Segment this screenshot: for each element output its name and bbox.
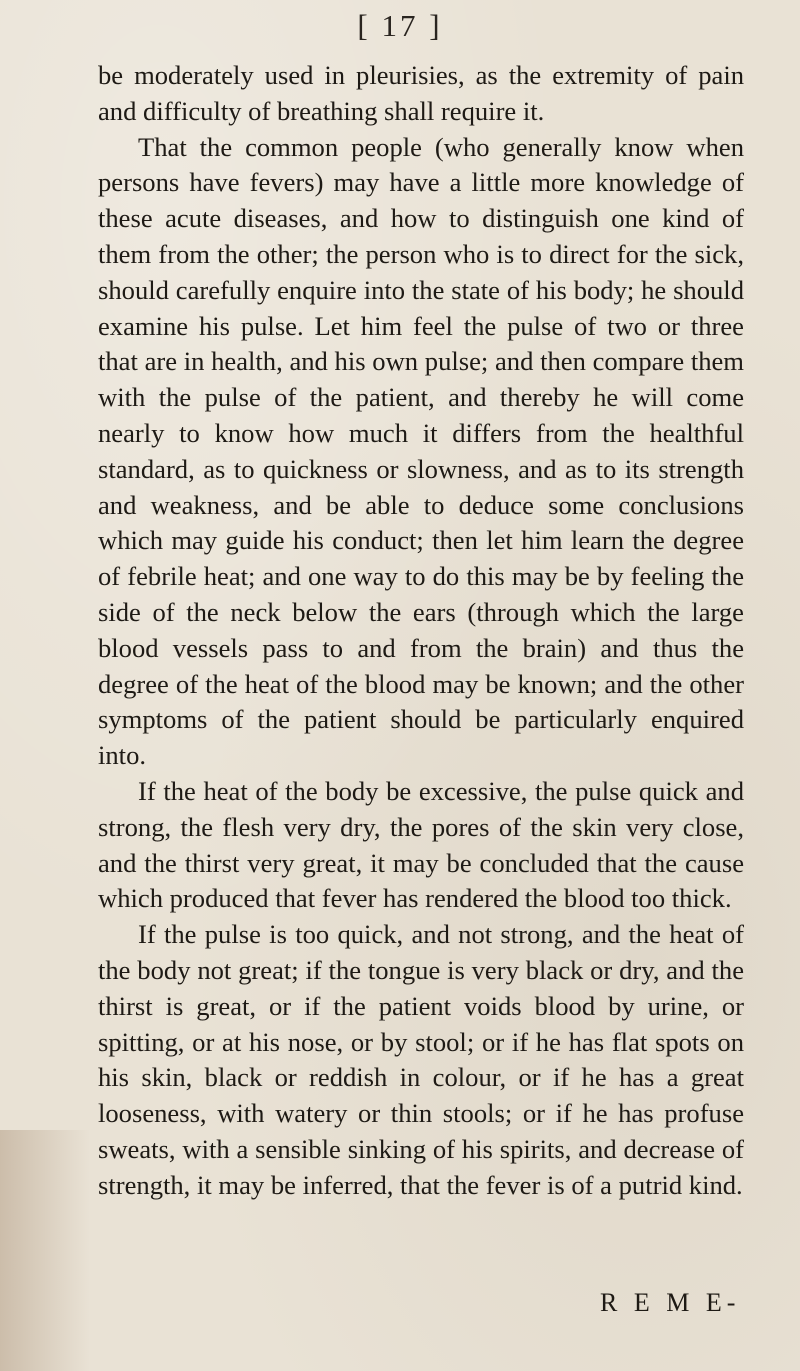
paragraph: be moderately used in pleurisies, as the extremity of pain and difficulty of breathing shall require it. (98, 60, 744, 126)
paragraph: That the common people (who generally know when persons have fevers) may have a little more knowledge of these acute diseases, and how to distinguish one kind of them from the other; the person who is to direct for the sick, should carefully enquire into the state of his body; he should examine his pulse. Let him feel the pulse of two or three that are in health, and his own pulse; and then compare them with the pulse of the patient, and thereby he will come nearly to know how much it differs from the healthful standard, as to quickness or slowness, and as to its strength and weakness, and be able to deduce some conclusions which may guide his conduct; then let him learn the degree of febrile heat; and one way to do this may be by feeling the side of the neck below the ears (through which the large blood vessels pass to and from the brain) and thus the degree of the heat of the blood may be known; and the other symptoms of the patient should be particularly enquired into. (98, 131, 744, 771)
page-stain (0, 1130, 90, 1371)
paragraph: If the heat of the body be excessive, the pulse quick and strong, the flesh very dry, the pores of the skin very close, and the thirst very great, it may be concluded that the cause which produced that fever has rendered the blood too thick. (98, 775, 744, 914)
page-number: [ 17 ] (357, 8, 443, 43)
body-text (98, 58, 744, 1204)
paragraph: If the pulse is too quick, and not strong, and the heat of the body not great; if the tongue is very black or dry, and the thirst is great, or if the patient voids blood by urine, or spitting, or at his nose, or by stool; or if he has flat spots on his skin, black or reddish in colour, or if he has a great looseness, with watery or thin stools; or if he has profuse sweats, with a sensible sinking of his spirits, and decrease of strength, it may be inferred, that the fever is of a putrid kind. (98, 919, 744, 1200)
catchword: R E M E- (600, 1288, 741, 1317)
